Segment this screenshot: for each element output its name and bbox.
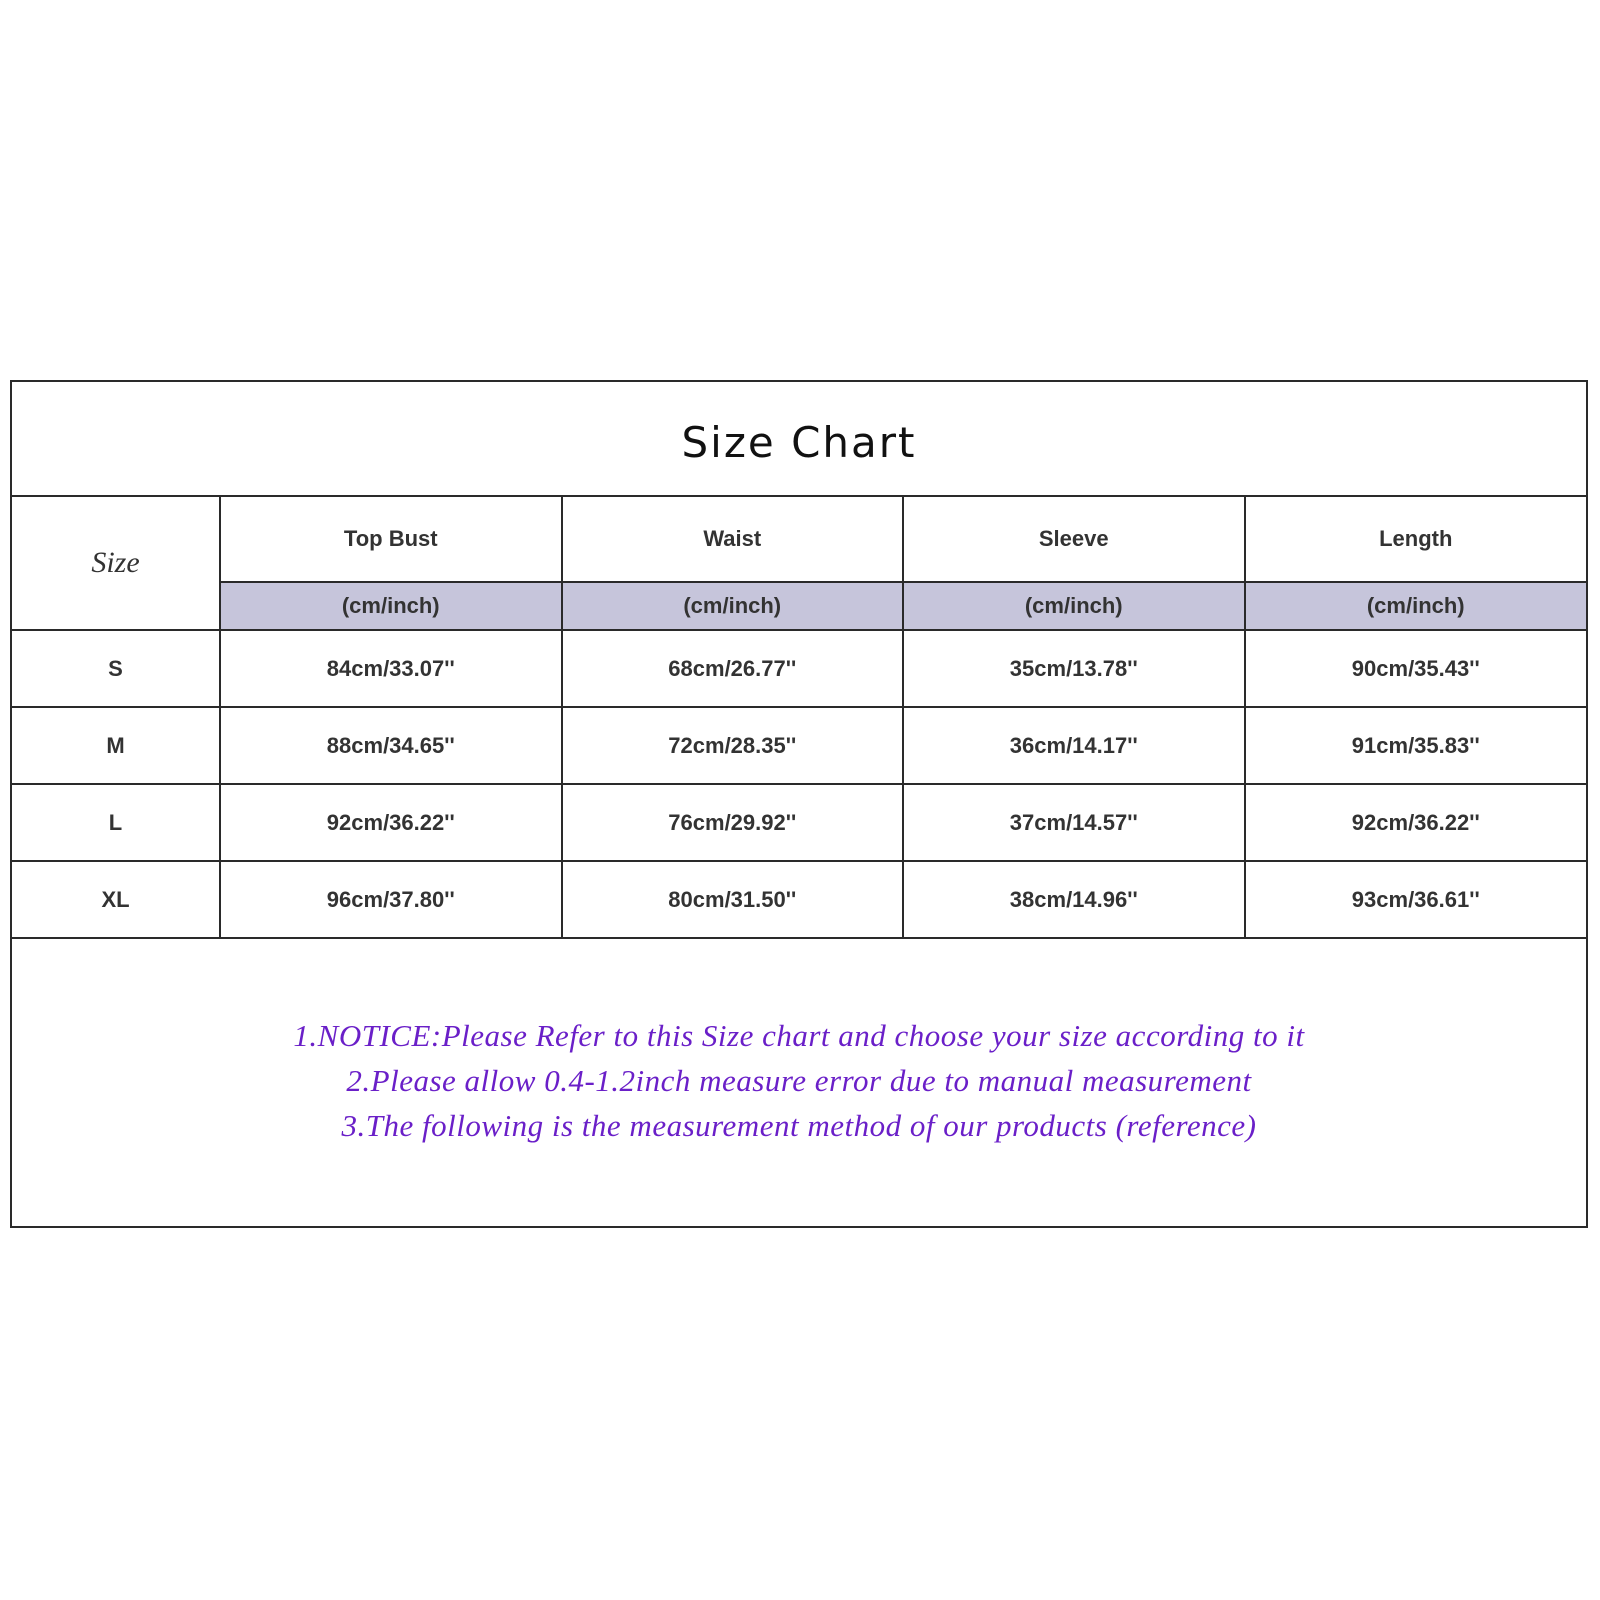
size-chart xyxy=(10,380,1588,1228)
unit-row xyxy=(12,582,1586,630)
table-cell: 37cm/14.57'' xyxy=(903,784,1245,861)
table-cell: 93cm/36.61'' xyxy=(1245,861,1587,938)
size-label: XL xyxy=(12,861,220,938)
title-row xyxy=(12,382,1586,497)
unit-label: (cm/inch) xyxy=(1245,582,1587,630)
table-row-m xyxy=(12,707,1586,784)
notes-section xyxy=(12,939,1586,1222)
table-row-s xyxy=(12,630,1586,707)
size-label: M xyxy=(12,707,220,784)
table-row-xl xyxy=(12,861,1586,938)
table-cell: 35cm/13.78'' xyxy=(903,630,1245,707)
table-cell: 92cm/36.22'' xyxy=(1245,784,1587,861)
table-cell: 92cm/36.22'' xyxy=(220,784,562,861)
table-row-l xyxy=(12,784,1586,861)
column-header-sleeve: Sleeve xyxy=(903,497,1245,582)
table-cell: 36cm/14.17'' xyxy=(903,707,1245,784)
table-cell: 84cm/33.07'' xyxy=(220,630,562,707)
size-column-header: Size xyxy=(12,497,220,630)
table-cell: 90cm/35.43'' xyxy=(1245,630,1587,707)
table-cell: 88cm/34.65'' xyxy=(220,707,562,784)
column-header-top-bust: Top Bust xyxy=(220,497,562,582)
size-label: S xyxy=(12,630,220,707)
table-cell: 91cm/35.83'' xyxy=(1245,707,1587,784)
size-table xyxy=(12,497,1586,939)
note-2: 2.Please allow 0.4-1.2inch measure error due to manual measurement xyxy=(346,1063,1252,1098)
size-label: L xyxy=(12,784,220,861)
table-cell: 96cm/37.80'' xyxy=(220,861,562,938)
unit-label: (cm/inch) xyxy=(903,582,1245,630)
table-cell: 76cm/29.92'' xyxy=(562,784,904,861)
unit-label: (cm/inch) xyxy=(220,582,562,630)
unit-label: (cm/inch) xyxy=(562,582,904,630)
header-row xyxy=(12,497,1586,582)
table-cell: 68cm/26.77'' xyxy=(562,630,904,707)
column-header-length: Length xyxy=(1245,497,1587,582)
table-cell: 80cm/31.50'' xyxy=(562,861,904,938)
table-cell: 38cm/14.96'' xyxy=(903,861,1245,938)
table-cell: 72cm/28.35'' xyxy=(562,707,904,784)
note-3: 3.The following is the measurement method of our products (reference) xyxy=(341,1108,1257,1143)
note-1: 1.NOTICE:Please Refer to this Size chart and choose your size according to it xyxy=(293,1018,1305,1053)
column-header-waist: Waist xyxy=(562,497,904,582)
chart-title: Size Chart xyxy=(681,418,917,467)
